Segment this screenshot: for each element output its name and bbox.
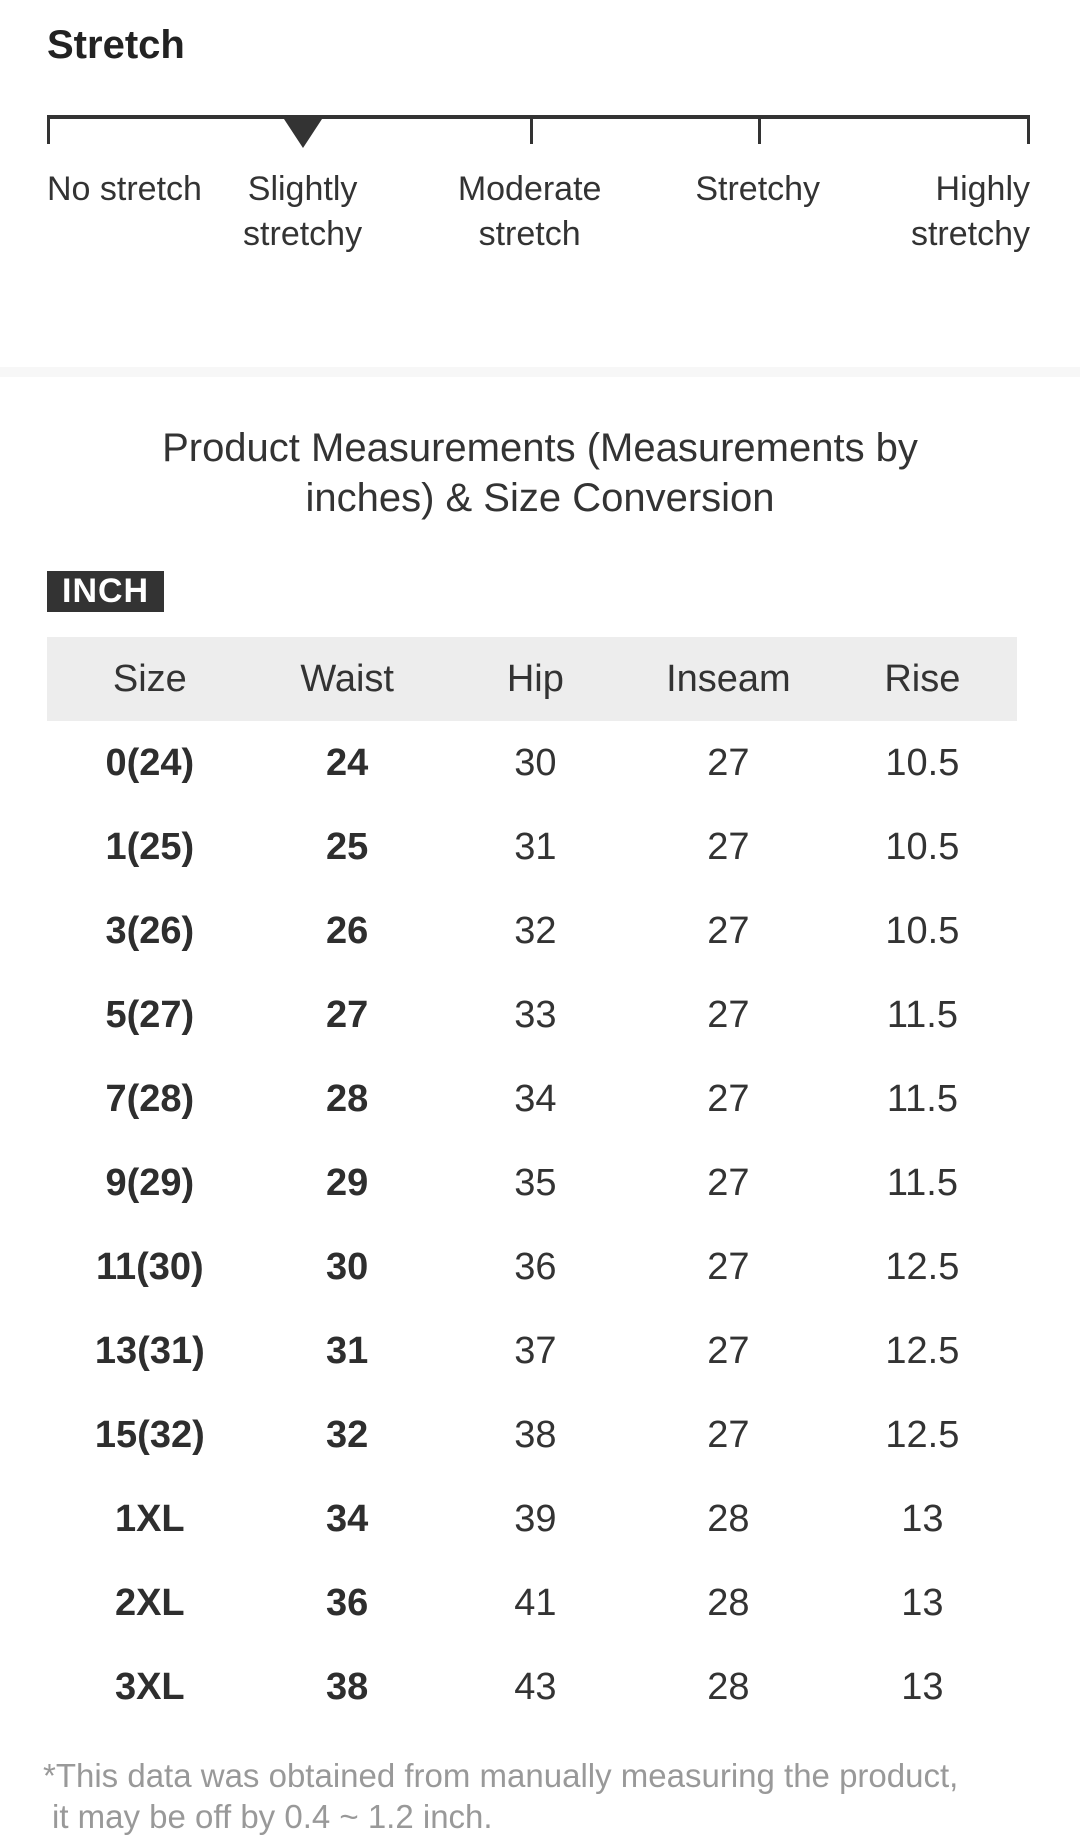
- table-cell: 24: [326, 741, 369, 784]
- table-row-13(31): [47, 1309, 1017, 1393]
- table-cell: 37: [514, 1329, 557, 1372]
- table-cell: 30: [326, 1245, 369, 1288]
- table-row-3(26): [47, 889, 1017, 973]
- table-cell: 27: [707, 909, 750, 952]
- table-cell: 27: [707, 993, 750, 1036]
- table-cell: 32: [514, 909, 557, 952]
- table-cell: 26: [326, 909, 369, 952]
- table-cell: 28: [707, 1665, 750, 1708]
- table-cell: 3XL: [114, 1665, 185, 1708]
- stretch-scale-bar: [47, 115, 1030, 119]
- table-cell: 33: [514, 993, 557, 1036]
- footnote-line2: it may be off by 0.4 ~ 1.2 inch.: [52, 1798, 493, 1835]
- table-cell: 5(27): [105, 993, 195, 1036]
- table-cell: 29: [326, 1161, 369, 1204]
- table-cell: 13: [901, 1581, 944, 1624]
- table-cell: 41: [514, 1581, 557, 1624]
- size-table-body: [47, 721, 1017, 1729]
- table-cell: 43: [514, 1665, 557, 1708]
- table-cell: 27: [707, 825, 750, 868]
- table-row-1XL: [47, 1477, 1017, 1561]
- table-cell: 25: [326, 825, 369, 868]
- table-row-2XL: [47, 1561, 1017, 1645]
- table-cell: 10.5: [885, 909, 960, 952]
- table-cell: 36: [326, 1581, 369, 1624]
- table-row-0(24): [47, 721, 1017, 805]
- column-header-size: Size: [112, 657, 187, 700]
- table-cell: 34: [326, 1497, 369, 1540]
- column-header-waist: Waist: [300, 657, 394, 700]
- table-cell: 31: [326, 1329, 369, 1372]
- table-cell: 32: [326, 1413, 369, 1456]
- table-cell: 7(28): [105, 1077, 195, 1120]
- stretch-scale-tick-start: [47, 115, 50, 144]
- column-header-rise: Rise: [884, 657, 961, 700]
- table-cell: 1(25): [105, 825, 195, 868]
- table-cell: 27: [707, 741, 750, 784]
- table-cell: 27: [707, 1329, 750, 1372]
- table-cell: 12.5: [885, 1245, 960, 1288]
- table-cell: 15(32): [94, 1413, 205, 1456]
- table-cell: 38: [326, 1665, 369, 1708]
- table-cell: 38: [514, 1413, 557, 1456]
- column-header-hip: Hip: [506, 657, 564, 700]
- table-cell: 36: [514, 1245, 557, 1288]
- stretch-level-label-4: Highly stretchy: [910, 170, 1030, 253]
- table-cell: 27: [707, 1245, 750, 1288]
- table-cell: 31: [514, 825, 557, 868]
- section-title: [0, 423, 1080, 523]
- column-header-inseam: Inseam: [666, 657, 791, 700]
- stretch-level-label-1: Slightly stretchy: [243, 170, 363, 253]
- stretch-level-label-3: Stretchy: [695, 170, 821, 208]
- stretch-level-label-0: No stretch: [47, 170, 202, 208]
- table-row-15(32): [47, 1393, 1017, 1477]
- footnote-line1: *This data was obtained from manually measuring the product,: [43, 1757, 959, 1794]
- table-cell: 28: [707, 1497, 750, 1540]
- table-row-7(28): [47, 1057, 1017, 1141]
- table-cell: 27: [707, 1077, 750, 1120]
- size-table: [47, 637, 1017, 1729]
- table-row-9(29): [47, 1141, 1017, 1225]
- table-cell: 10.5: [885, 825, 960, 868]
- table-cell: 27: [707, 1413, 750, 1456]
- table-cell: 11.5: [886, 1161, 958, 1204]
- measurement-footnote: [0, 1729, 1080, 1837]
- stretch-level-marker-triangle-icon: [284, 119, 322, 148]
- section-title-line2: inches) & Size Conversion: [305, 476, 775, 520]
- table-cell: 10.5: [885, 741, 960, 784]
- table-cell: 28: [326, 1077, 369, 1120]
- table-row-11(30): [47, 1225, 1017, 1309]
- table-cell: 13: [901, 1497, 944, 1540]
- stretch-level-label-2: Moderate stretch: [457, 170, 602, 253]
- measurements-section: [0, 423, 1080, 1837]
- table-cell: 11.5: [886, 993, 958, 1036]
- table-cell: 0(24): [105, 741, 195, 784]
- section-divider: [0, 367, 1080, 377]
- table-row-5(27): [47, 973, 1017, 1057]
- stretch-heading: Stretch: [47, 23, 185, 67]
- size-table-wrap: [0, 523, 1080, 1729]
- stretch-section: [0, 0, 1080, 367]
- table-cell: 11.5: [886, 1077, 958, 1120]
- stretch-scale: [47, 115, 1030, 367]
- table-cell: 12.5: [885, 1329, 960, 1372]
- stretch-scale-tick-stretchy: [758, 115, 761, 144]
- table-cell: 3(26): [105, 909, 195, 952]
- table-cell: 28: [707, 1581, 750, 1624]
- stretch-scale-tick-end: [1027, 115, 1030, 144]
- table-row-3XL: [47, 1645, 1017, 1729]
- table-row-1(25): [47, 805, 1017, 889]
- table-cell: 35: [514, 1161, 557, 1204]
- size-table-header-row: [47, 637, 1017, 721]
- table-cell: 12.5: [885, 1413, 960, 1456]
- table-cell: 27: [707, 1161, 750, 1204]
- table-cell: 34: [514, 1077, 557, 1120]
- table-cell: 30: [514, 741, 557, 784]
- table-cell: 13: [901, 1665, 944, 1708]
- table-cell: 13(31): [94, 1329, 205, 1372]
- stretch-scale-tick-moderate: [530, 115, 533, 144]
- table-cell: 27: [326, 993, 369, 1036]
- unit-toggle-inch-badge[interactable]: INCH: [47, 571, 164, 612]
- table-cell: 11(30): [95, 1245, 204, 1288]
- table-cell: 39: [514, 1497, 557, 1540]
- table-cell: 1XL: [114, 1497, 185, 1540]
- table-cell: 2XL: [114, 1581, 185, 1624]
- table-cell: 9(29): [105, 1161, 195, 1204]
- section-title-line1: Product Measurements (Measurements by: [162, 426, 918, 470]
